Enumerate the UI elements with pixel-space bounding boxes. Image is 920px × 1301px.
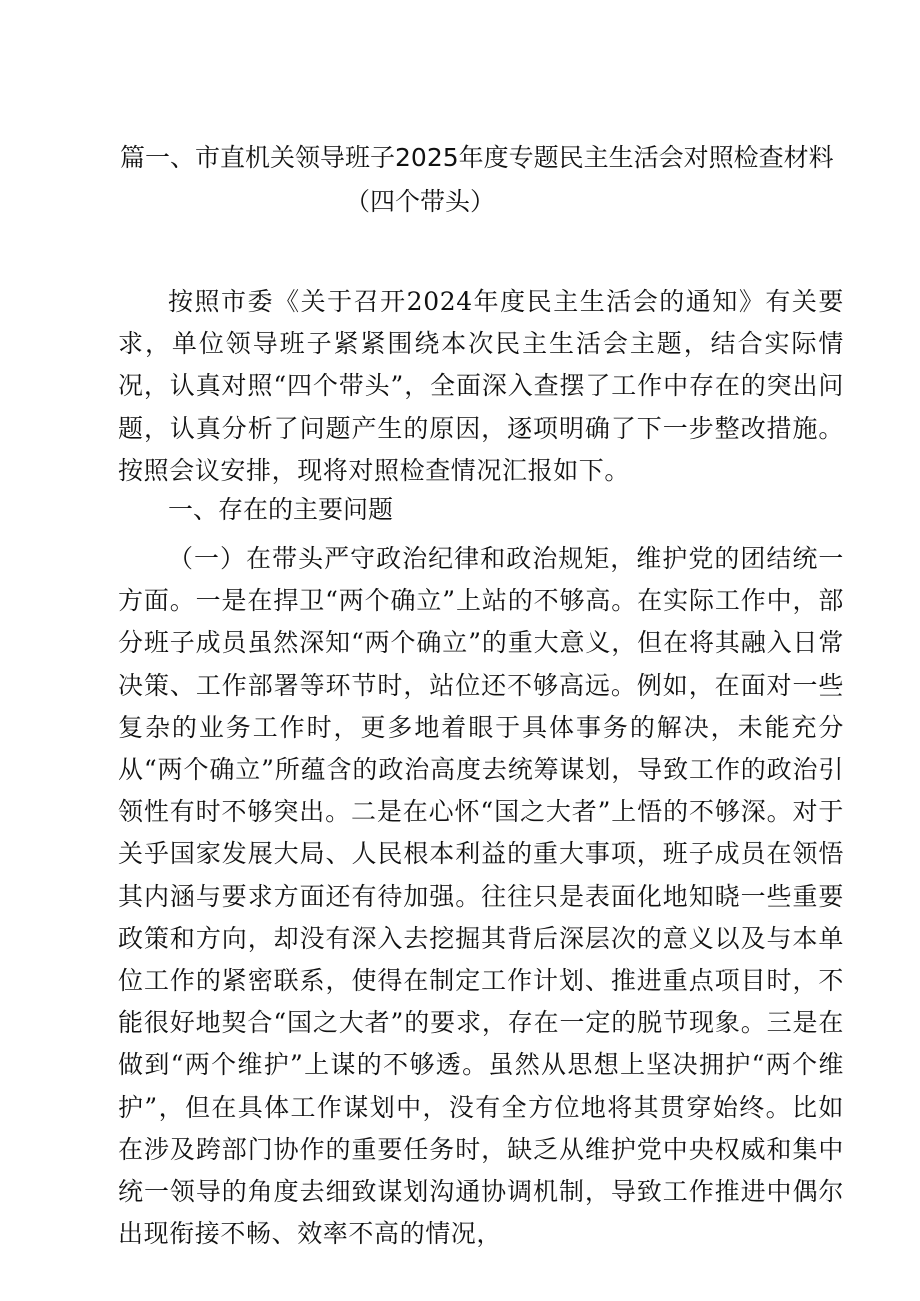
intro-paragraph: 按照市委《关于召开2024年度民主生活会的通知》有关要求，单位领导班子紧紧围绕本次民主生活会主题，结合实际情况，认真对照“四个带头”，全面深入查摆了工作中存在的突出问题，认真分析了问题产生的原因，逐项明确了下一步整改措施。按照会议安排，现将对照检查情况汇报如下。	[118, 287, 844, 485]
document-title-line2: （四个带头）	[344, 187, 495, 216]
section-paragraph: （一）在带头严守政治纪律和政治规矩，维护党的团结统一方面。一是在捍卫“两个确立”上站的不够高。在实际工作中，部分班子成员虽然深知“两个确立”的重大意义，但在将其融入日常决策、工作部署等环节时，站位还不够高远。例如，在面对一些复杂的业务工作时，更多地着眼于具体事务的解决，未能充分从“两个确立”所蕴含的政治高度去统筹谋划，导致工作的政治引领性有时不够突出。二是在心怀“国之大者”上悟的不够深。对于关乎国家发展大局、人民根本利益的重大事项，班子成员在领悟其内涵与要求方面还有待加强。往往只是表面化地知晓一些重要政策和方向，却没有深入去挖掘其背后深层次的意义以及与本单位工作的紧密联系，使得在制定工作计划、推进重点项目时，不能很好地契合“国之大者”的要求，存在一定的脱节现象。三是在做到“两个维护”上谋的不够透。虽然从思想上坚决拥护“两个维护”，但在具体工作谋划中，没有全方位地将其贯穿始终。比如在涉及跨部门协作的重要任务时，缺乏从维护党中央权威和集中统一领导的角度去细致谋划沟通协调机制，导致工作推进中偶尔出现衔接不畅、效率不高的情况，	[118, 544, 844, 1249]
document-title-line1: 篇一、市直机关领导班子2025年度专题民主生活会对照检查材料	[120, 143, 834, 172]
section-heading: 一、存在的主要问题	[168, 495, 394, 524]
